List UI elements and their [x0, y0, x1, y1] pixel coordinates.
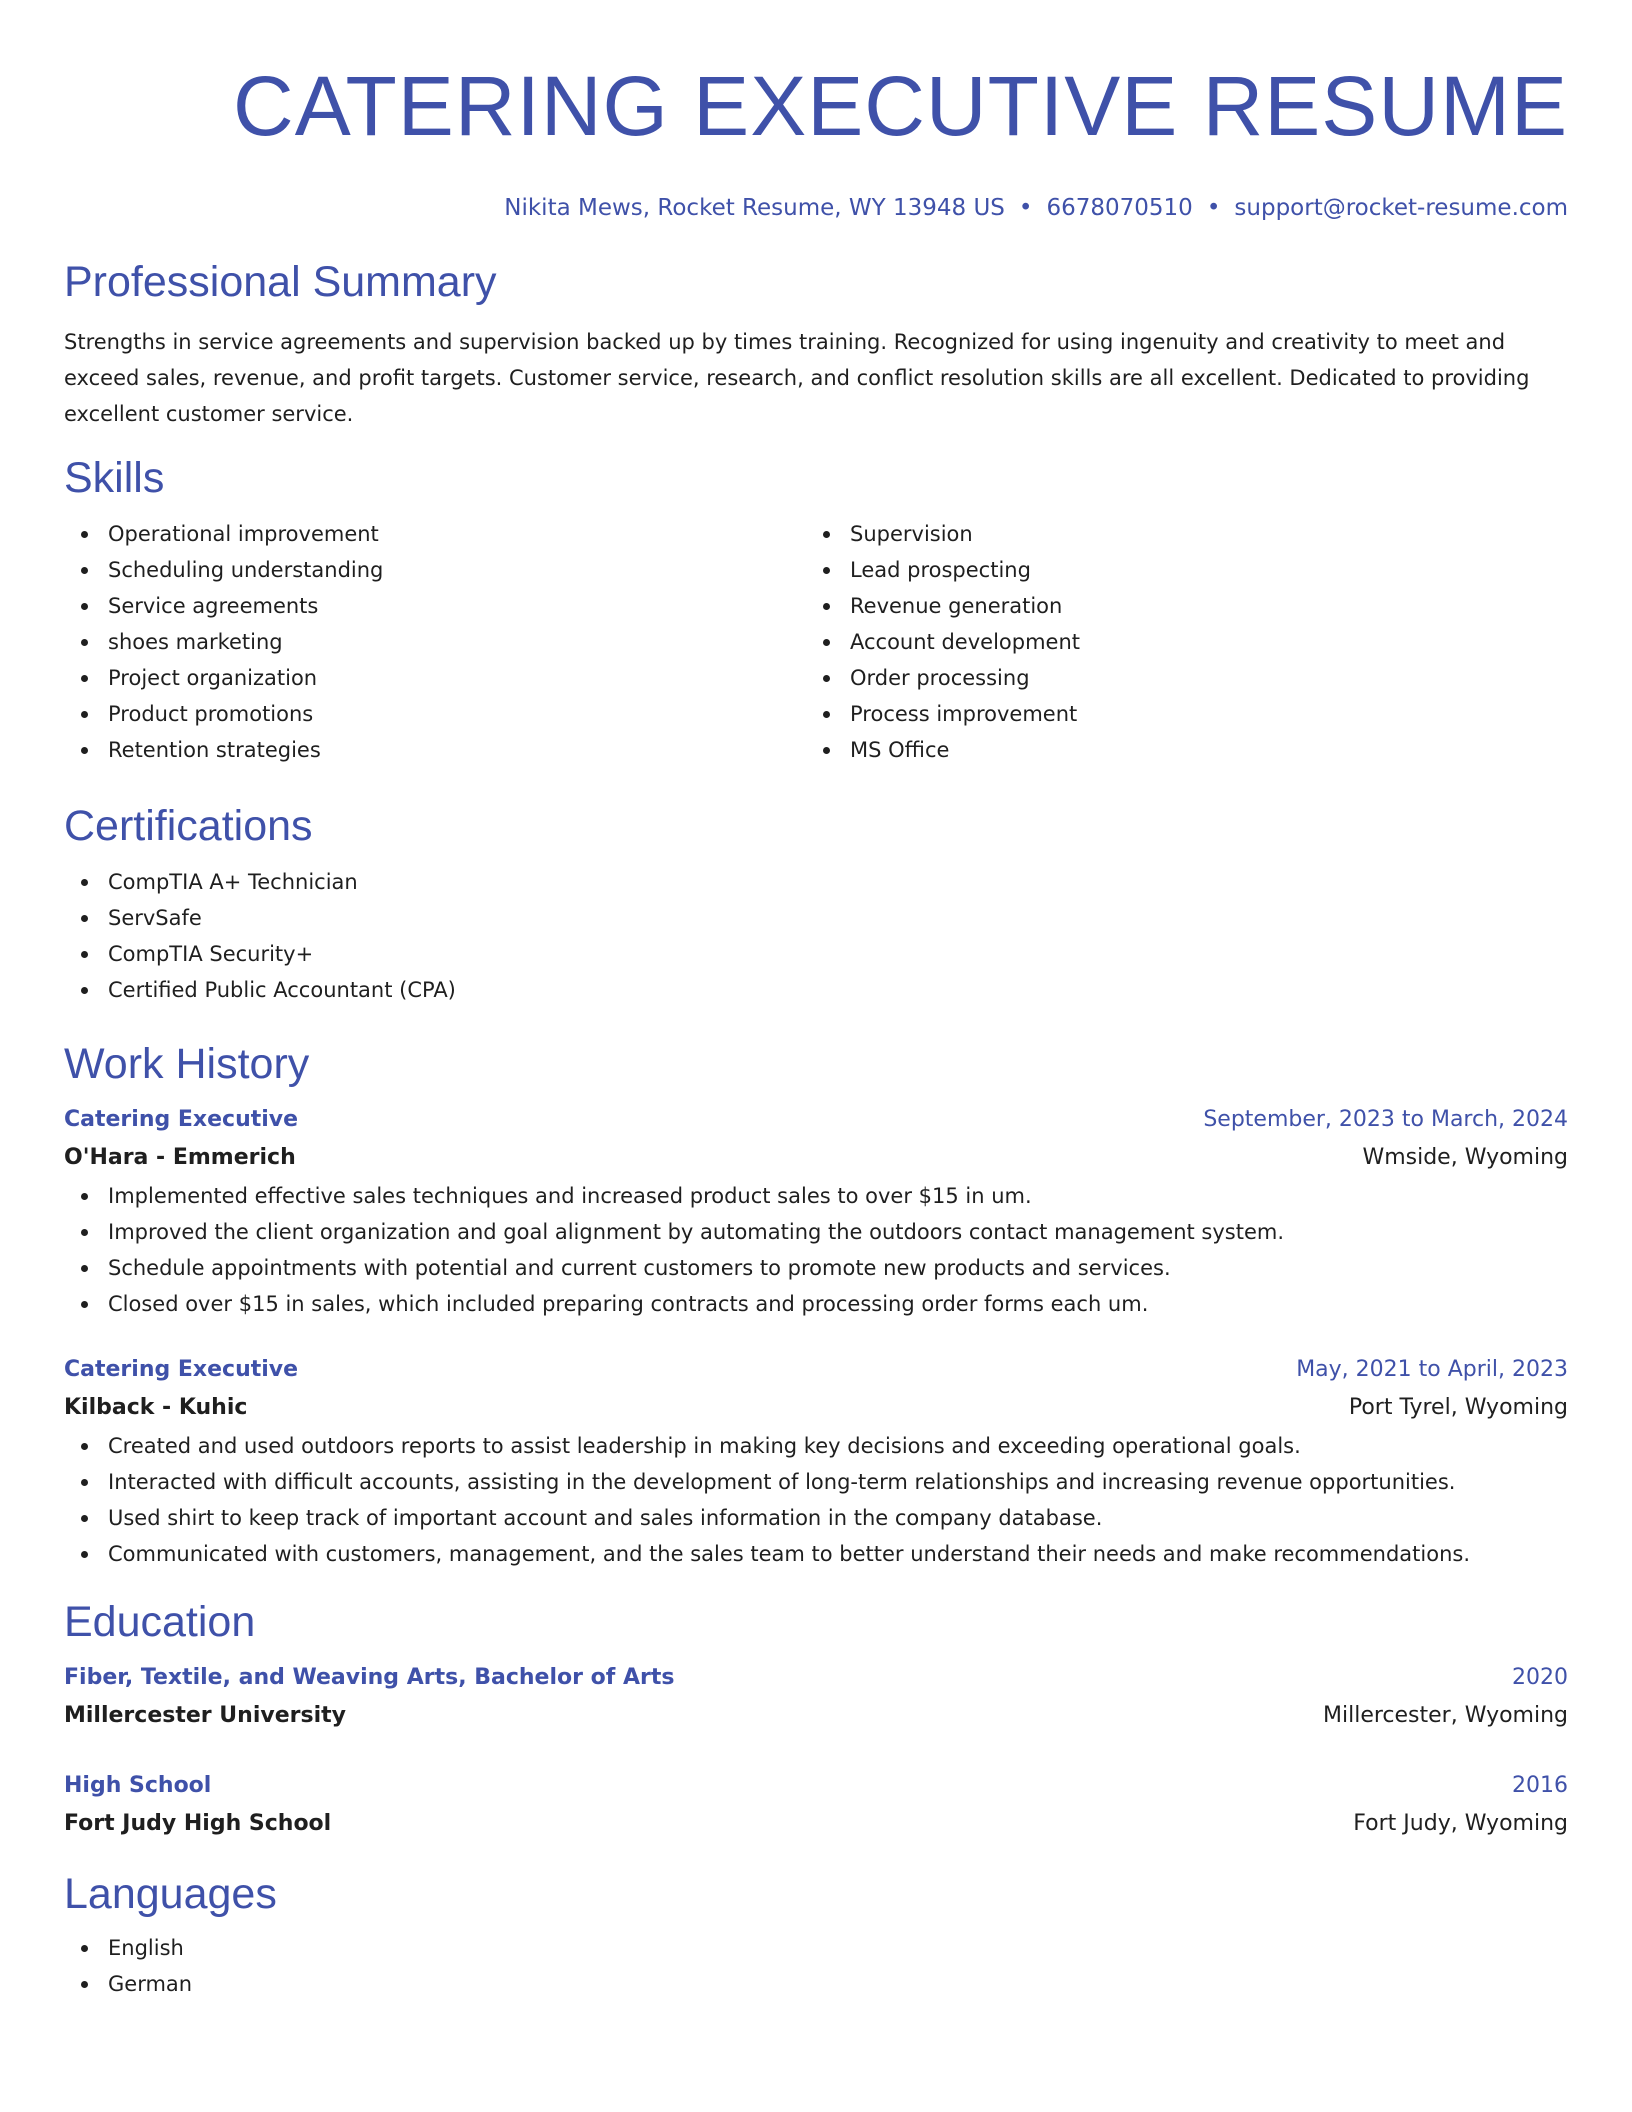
- job-location: Wmside, Wyoming: [1362, 1145, 1568, 1170]
- education-entry: [64, 1660, 1568, 1736]
- job-company: Kilback - Kuhic: [64, 1395, 248, 1420]
- job-dates: September, 2023 to March, 2024: [1203, 1107, 1568, 1132]
- contact-separator: •: [1018, 195, 1033, 221]
- job-bullets: [64, 1178, 1568, 1322]
- job-bullet: Communicated with customers, management, and the sales team to better understand their needs and make recommendations.: [64, 1536, 1568, 1572]
- job-entry: [64, 1352, 1568, 1572]
- job-bullet: Used shirt to keep track of important account and sales information in the company database.: [64, 1500, 1568, 1536]
- education-degree-line: [64, 1660, 1568, 1696]
- education-degree: Fiber, Textile, and Weaving Arts, Bachelor of Arts: [64, 1665, 675, 1690]
- skill-item: MS Office: [806, 732, 1548, 768]
- education-location: Millercester, Wyoming: [1323, 1703, 1568, 1728]
- skill-item: Account development: [806, 624, 1548, 660]
- skill-item: Retention strategies: [64, 732, 806, 768]
- job-header-line: [64, 1102, 1568, 1138]
- education-entry: [64, 1768, 1568, 1844]
- certifications-heading: Certifications: [64, 802, 313, 850]
- skill-item: Order processing: [806, 660, 1548, 696]
- skill-item: Supervision: [806, 516, 1548, 552]
- education-school: Millercester University: [64, 1703, 346, 1728]
- education-school: Fort Judy High School: [64, 1811, 332, 1836]
- contact-separator: •: [1206, 195, 1221, 221]
- skills-list-left: [64, 516, 806, 768]
- job-bullet: Schedule appointments with potential and current customers to promote new products and services.: [64, 1250, 1568, 1286]
- skills-list-right: [806, 516, 1548, 768]
- education-year: 2016: [1512, 1773, 1568, 1798]
- job-bullet: Implemented effective sales techniques and increased product sales to over $15 in um.: [64, 1178, 1568, 1214]
- skill-item: Revenue generation: [806, 588, 1548, 624]
- certification-item: ServSafe: [64, 900, 1568, 936]
- contact-address: Nikita Mews, Rocket Resume, WY 13948 US: [504, 195, 1005, 221]
- job-bullet: Interacted with difficult accounts, assisting in the development of long-term relationships and increasing revenue opportunities.: [64, 1464, 1568, 1500]
- job-bullets: [64, 1428, 1568, 1572]
- skill-item: Operational improvement: [64, 516, 806, 552]
- job-bullet: Created and used outdoors reports to assist leadership in making key decisions and exceeding operational goals.: [64, 1428, 1568, 1464]
- education-school-line: [64, 1804, 1568, 1844]
- skill-item: Process improvement: [806, 696, 1548, 732]
- contact-line: [64, 194, 1568, 222]
- job-bullet: Closed over $15 in sales, which included preparing contracts and processing order forms each um.: [64, 1286, 1568, 1322]
- certifications-list: [64, 864, 1568, 1008]
- job-company-line: [64, 1388, 1568, 1428]
- skill-item: Service agreements: [64, 588, 806, 624]
- job-location: Port Tyrel, Wyoming: [1348, 1395, 1568, 1420]
- skill-item: Project organization: [64, 660, 806, 696]
- language-item: English: [64, 1930, 1568, 1966]
- job-company-line: [64, 1138, 1568, 1178]
- skill-item: Product promotions: [64, 696, 806, 732]
- work-history-heading: Work History: [64, 1040, 310, 1088]
- certification-item: Certified Public Accountant (CPA): [64, 972, 1568, 1008]
- skill-item: Scheduling understanding: [64, 552, 806, 588]
- job-header-line: [64, 1352, 1568, 1388]
- job-bullet: Improved the client organization and goal alignment by automating the outdoors contact management system.: [64, 1214, 1568, 1250]
- skills-grid: [64, 516, 1568, 768]
- job-entry: [64, 1102, 1568, 1322]
- resume-title: CATERING EXECUTIVE RESUME: [233, 59, 1568, 153]
- job-company: O'Hara - Emmerich: [64, 1145, 296, 1170]
- job-dates: May, 2021 to April, 2023: [1296, 1357, 1568, 1382]
- skills-heading: Skills: [64, 454, 165, 502]
- skill-item: shoes marketing: [64, 624, 806, 660]
- contact-phone: 6678070510: [1046, 195, 1193, 221]
- education-location: Fort Judy, Wyoming: [1353, 1811, 1568, 1836]
- summary-heading: Professional Summary: [64, 258, 497, 306]
- education-degree-line: [64, 1768, 1568, 1804]
- languages-list: [64, 1930, 1568, 2002]
- resume-page: [64, 0, 1568, 2002]
- education-year: 2020: [1512, 1665, 1568, 1690]
- contact-email: support@rocket-resume.com: [1234, 195, 1568, 221]
- languages-heading: Languages: [64, 1870, 277, 1918]
- education-degree: High School: [64, 1773, 212, 1798]
- job-title: Catering Executive: [64, 1107, 299, 1132]
- education-school-line: [64, 1696, 1568, 1736]
- certification-item: CompTIA A+ Technician: [64, 864, 1568, 900]
- skill-item: Lead prospecting: [806, 552, 1548, 588]
- education-heading: Education: [64, 1598, 256, 1646]
- job-title: Catering Executive: [64, 1357, 299, 1382]
- summary-text: Strengths in service agreements and supervision backed up by times training. Recognized for using ingenuity and creativity to meet and exceed sales, revenue, and profit targets. Customer service, research, and conflict resolution skills are all excellent. Dedicated to providing excellent customer service.: [64, 330, 1530, 426]
- language-item: German: [64, 1966, 1568, 2002]
- certification-item: CompTIA Security+: [64, 936, 1568, 972]
